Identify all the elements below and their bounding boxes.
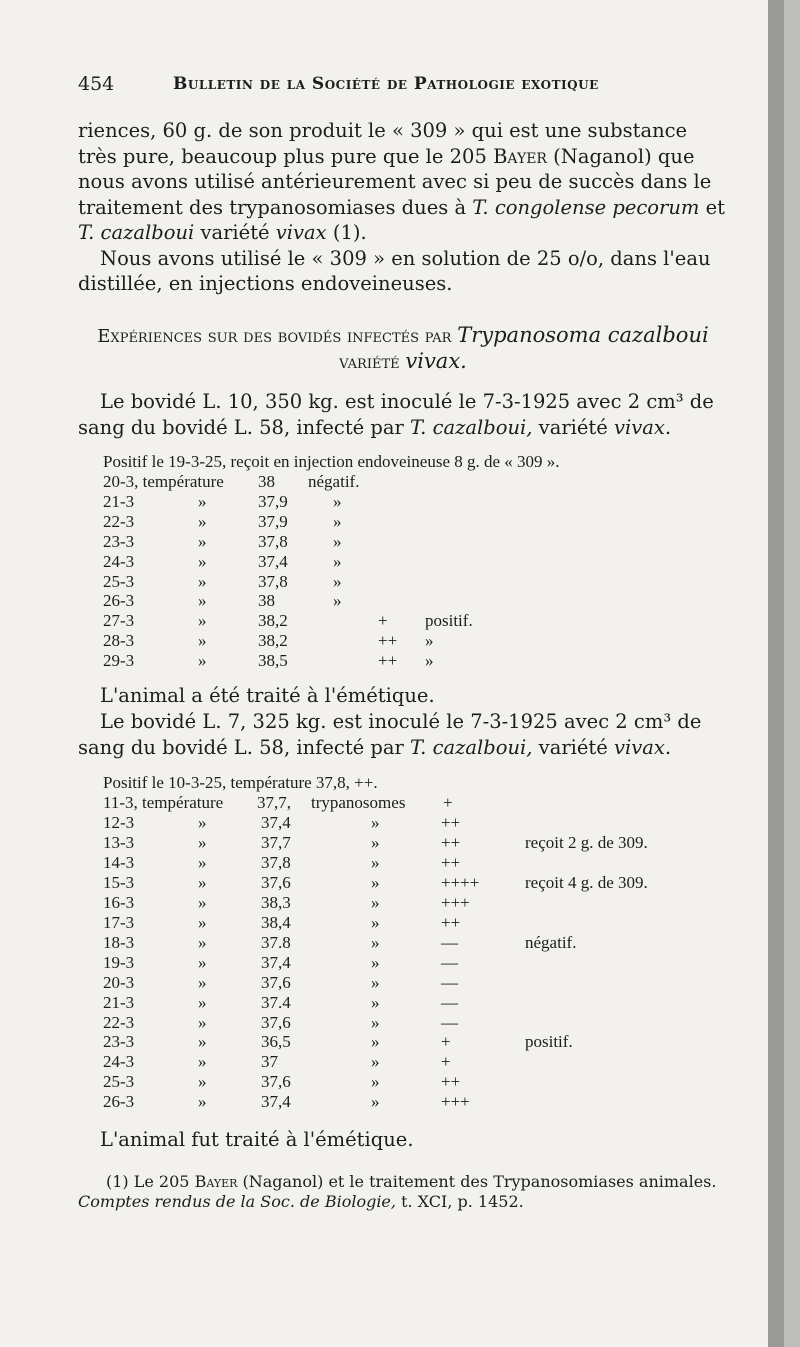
table-cell: »: [371, 1052, 380, 1072]
table-cell: »: [371, 992, 380, 1012]
experiment-1-paragraph: [78, 389, 728, 440]
table-cell: 37,8: [261, 852, 291, 872]
text-line: nous avons utilisé antérieurement avec si peu de succès dans le: [78, 170, 712, 193]
table-cell: »: [371, 1092, 380, 1112]
table-cell: —: [441, 1012, 458, 1032]
text-line: Le bovidé L. 7, 325 kg. est inoculé le 7-3-1925 avec 2 cm³ de: [100, 710, 702, 733]
table-cell: 25-3: [103, 1072, 135, 1092]
text-line: T. cazalboui variété vivax (1).: [78, 221, 367, 244]
table-cell: 26-3: [103, 591, 135, 611]
table-cell: »: [371, 852, 380, 872]
table-cell: 38,2: [258, 631, 288, 651]
table-cell: 37,6: [261, 972, 291, 992]
table-cell: 28-3: [103, 631, 135, 651]
table-cell: 38: [258, 472, 275, 491]
table-cell: négatif.: [308, 472, 360, 491]
ditto-mark: »: [198, 952, 207, 972]
ditto-mark: »: [198, 1092, 207, 1112]
table-cell: »: [371, 1032, 380, 1052]
ditto-mark: »: [198, 591, 207, 611]
table-cell: 37,8: [258, 571, 288, 591]
table-cell: »: [333, 511, 342, 531]
table-cell: 24-3: [103, 551, 135, 571]
text-line: très pure, beaucoup plus pure que le 205 Bayer (Naganol) que: [78, 144, 695, 168]
table-cell: »: [371, 932, 380, 952]
table-intro: Positif le 10-3-25, température 37,8, ++.: [103, 773, 378, 792]
ditto-mark: »: [198, 651, 207, 671]
table-cell: »: [371, 813, 380, 832]
table-cell: —: [441, 932, 458, 952]
table-cell: »: [371, 832, 380, 852]
table-cell: 37,4: [261, 952, 291, 972]
table-cell: +++: [441, 892, 470, 912]
table-cell: —: [441, 992, 458, 1012]
table-cell: négatif.: [525, 932, 577, 952]
table-cell: »: [371, 952, 380, 972]
table-cell: ++: [441, 852, 461, 872]
table-cell: ++: [441, 813, 461, 832]
table-cell: 22-3: [103, 1012, 135, 1032]
table-cell: 13-3: [103, 832, 135, 852]
table-cell: 18-3: [103, 932, 135, 952]
table-cell: 38,5: [258, 651, 288, 671]
table-cell: »: [333, 531, 342, 551]
ditto-mark: »: [198, 932, 207, 952]
table-cell: +++: [441, 1092, 470, 1112]
text-line: traitement des trypanosomiases dues à T. congolense pecorum et: [78, 195, 725, 219]
ditto-mark: »: [198, 611, 207, 631]
table-cell: —: [441, 952, 458, 972]
table-cell: »: [333, 491, 342, 511]
ditto-mark: »: [198, 551, 207, 571]
table-cell: 37,4: [261, 813, 291, 832]
table-intro: Positif le 19-3-25, reçoit en injection endoveineuse 8 g. de « 309 ».: [103, 452, 560, 471]
table-cell: 17-3: [103, 912, 135, 932]
ditto-mark: »: [198, 571, 207, 591]
table-cell: ++: [441, 1072, 461, 1092]
table-cell: 27-3: [103, 611, 135, 631]
section-title: Expériences sur des bovidés infectés par Trypanosoma cazalboui variété vivax.: [97, 323, 709, 373]
table-cell: »: [425, 631, 434, 651]
text-line: Nous avons utilisé le « 309 » en solution de 25 o/o, dans l'eau: [100, 246, 711, 270]
table-cell: 22-3: [103, 511, 135, 531]
table-cell: +: [441, 1032, 451, 1052]
table-cell: +: [378, 611, 388, 631]
table-cell: 15-3: [103, 872, 135, 892]
table-cell: »: [371, 892, 380, 912]
table-cell: 38,3: [261, 892, 291, 912]
table-cell: ++++: [441, 872, 480, 892]
page-number: 454: [78, 73, 115, 95]
table-cell: 23-3: [103, 531, 135, 551]
ditto-mark: »: [198, 972, 207, 992]
table-cell: »: [333, 591, 342, 611]
table-cell: 37.4: [261, 992, 291, 1012]
table-cell: ++: [441, 912, 461, 932]
page: 454 Bulletin de la Société de Pathologie exotique riences, 60 g. de son produit le « 309 » qui est une substance très pure, beaucoup plus pure que le 205 Bayer (Naganol) que nous avons utilisé antérieurement avec si peu de succès dans le traitement des trypanosomiases dues à T. congolense pecorum et T. cazalboui variété vivax (1). Nous avons utilisé le « 309 » en solution de 25 o/o, dans l'eau distillée, en injections endoveineuses. Expériences sur des bovidés infectés par Trypanosoma cazalboui variété vivax. Le bovidé L. 10, 350 kg. est inoculé le 7-3-1925 avec 2 cm³ de sang du bovidé L. 58, infecté par T. cazalboui, variété vivax. Positif le 19-3-25, reçoit en injection endoveineuse 8 g. de « 309 ». 20-3, température 38 négatif. 21-3 37,9 » » 22-3 37,9 » » 23-3 37,8 » » 24-3 37,4 » » 25-3 37,8 » » 26-3 38 » » 27-3 38,2 + positif. » 28-3 38,2 ++ » » 29-3 38,5 ++ » » L'animal a été traité à l'émétique. Le bovidé L. 7, 325 kg. est inoculé le 7-3-1925 avec 2 cm³ de sang du bovidé L. 58, infecté par T. cazalboui, variété vivax. Positif le 10-3-25, température 37,8, ++. 11-3, température 37,7, trypanosomes + 12-3 37,4 » ++ » 13-3 37,7 » ++ reçoit 2 g. de 309. » 14-3 37,8 » ++ » 15-3 37,6 » ++++ reçoit 4 g. de 309. » 16-3 38,3 » +++ » 17-3 38,4 » ++ » 18-3 37.8 » — négatif. » 19-3 37,4 » — » 20-3 37,6 » — » 21-3 37.4 » — » 22-3 37,6 » — » 23-3 36,5 » + positif. » 24-3 37 » + » 25-3 37,6 » ++ » 26-3 37,4 » +++ » L'animal fut traité à l'émétique. (1) Le 205 Bayer (Naganol) et le traitement des Trypanosomiases animales. Comptes rendus de la Soc. de Biologie, t. XCI, p. 1452.: [0, 0, 784, 1347]
table-cell: 16-3: [103, 892, 135, 912]
table-cell: »: [371, 912, 380, 932]
table-cell: 37,8: [258, 531, 288, 551]
ditto-mark: »: [198, 1032, 207, 1052]
intro-paragraph: [78, 118, 728, 297]
table-cell: 21-3: [103, 992, 135, 1012]
table-cell: 38: [258, 591, 275, 611]
table-cell: 37,6: [261, 1012, 291, 1032]
table-cell: positif.: [425, 611, 473, 631]
table-cell: positif.: [525, 1032, 573, 1052]
ditto-mark: »: [198, 852, 207, 872]
table-cell: 25-3: [103, 571, 135, 591]
ditto-mark: »: [198, 1012, 207, 1032]
experiment-1-conclusion: L'animal a été traité à l'émétique.: [100, 684, 435, 707]
table-cell: 37,9: [258, 491, 288, 511]
table-cell: 37: [261, 1052, 278, 1072]
journal-title: Bulletin de la Société de Pathologie exotique: [173, 74, 599, 94]
ditto-mark: »: [198, 511, 207, 531]
table-cell: 37,6: [261, 1072, 291, 1092]
table-cell: 36,5: [261, 1032, 291, 1052]
table-cell: 37,9: [258, 511, 288, 531]
table-cell: 37.8: [261, 932, 291, 952]
table-cell: 21-3: [103, 491, 135, 511]
text-line: sang du bovidé L. 58, infecté par T. cazalboui, variété vivax.: [78, 415, 672, 439]
ditto-mark: »: [198, 491, 207, 511]
table-cell: »: [425, 651, 434, 671]
table-cell: 24-3: [103, 1052, 135, 1072]
text-line: riences, 60 g. de son produit le « 309 » qui est une substance: [78, 119, 688, 142]
table-cell: reçoit 2 g. de 309.: [525, 832, 648, 852]
table-cell: 20-3: [103, 972, 135, 992]
table-cell: 38,4: [261, 912, 291, 932]
ditto-mark: »: [198, 1052, 207, 1072]
table-cell: 37,4: [258, 551, 288, 571]
page-edge-shadow: [768, 0, 784, 1347]
ditto-mark: »: [198, 1072, 207, 1092]
table-cell: 29-3: [103, 651, 135, 671]
table-cell: ++: [378, 631, 398, 651]
experiment-2-paragraph: [78, 709, 728, 760]
table-cell: »: [371, 972, 380, 992]
text-line: sang du bovidé L. 58, infecté par T. cazalboui, variété vivax.: [78, 735, 672, 759]
table-cell: »: [333, 551, 342, 571]
table-cell: 20-3, température: [103, 472, 224, 491]
footnote: (1) Le 205 Bayer (Naganol) et le traitement des Trypanosomiases animales. Comptes rendus de la Soc. de Biologie, t. XCI, p. 1452.: [78, 1172, 717, 1211]
table-cell: 14-3: [103, 852, 135, 872]
table-cell: +: [441, 1052, 451, 1072]
table-cell: »: [371, 872, 380, 892]
ditto-mark: »: [198, 631, 207, 651]
text-line: Le bovidé L. 10, 350 kg. est inoculé le 7-3-1925 avec 2 cm³ de: [100, 390, 714, 413]
table-cell: 12-3: [103, 813, 135, 832]
ditto-mark: »: [198, 832, 207, 852]
table-cell: 38,2: [258, 611, 288, 631]
table-cell: »: [371, 1072, 380, 1092]
table-cell: »: [333, 571, 342, 591]
ditto-mark: »: [198, 872, 207, 892]
table-cell: 23-3: [103, 1032, 135, 1052]
ditto-mark: »: [198, 912, 207, 932]
ditto-mark: »: [198, 892, 207, 912]
ditto-mark: »: [198, 813, 207, 832]
table-cell: —: [441, 972, 458, 992]
text-line: distillée, en injections endoveineuses.: [78, 272, 453, 295]
experiment-2-conclusion: L'animal fut traité à l'émétique.: [100, 1128, 414, 1151]
table-cell: ++: [378, 651, 398, 671]
table-cell: »: [371, 1012, 380, 1032]
table-cell: 19-3: [103, 952, 135, 972]
table-cell: 37,7: [261, 832, 291, 852]
table-cell: reçoit 4 g. de 309.: [525, 872, 648, 892]
ditto-mark: »: [198, 992, 207, 1012]
ditto-mark: »: [198, 531, 207, 551]
table-cell: 37,4: [261, 1092, 291, 1112]
table-cell: 37,6: [261, 872, 291, 892]
table-cell: ++: [441, 832, 461, 852]
table-cell: 26-3: [103, 1092, 135, 1112]
